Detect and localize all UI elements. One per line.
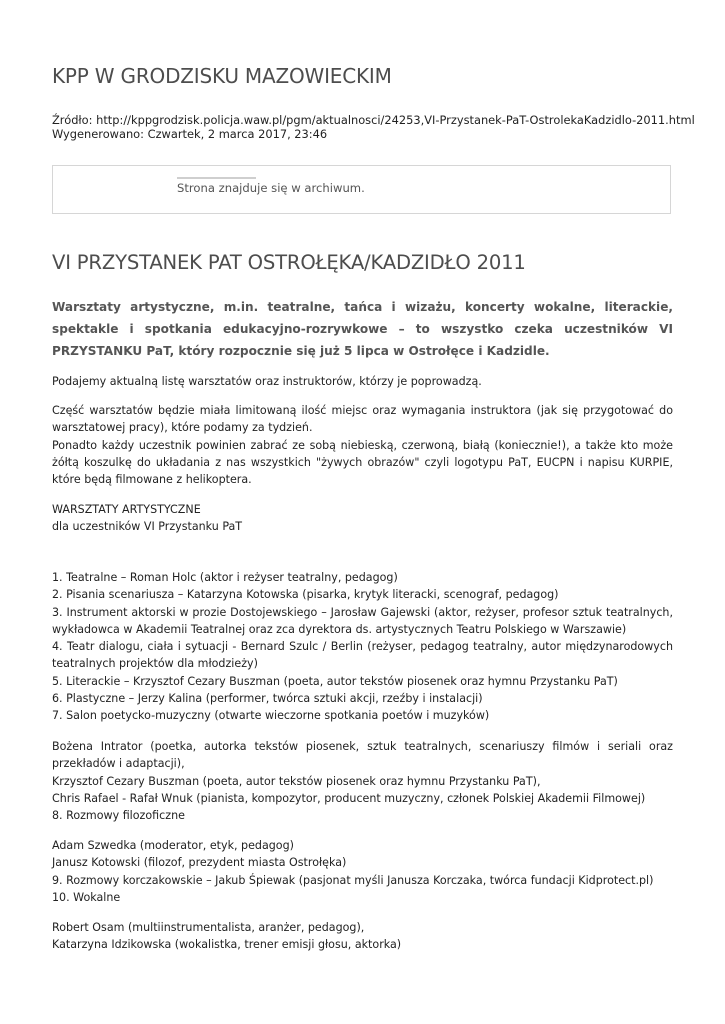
article-lead: Warsztaty artystyczne, m.in. teatralne, tańca i wizażu, koncerty wokalne, literackie, spektakle i spotkania edukacyjno-rozrywkowe – to wszystko czeka uczestników VI PRZYSTANKU PaT, który rozpocznie się już 5 lipca w Ostrołęce i Kadzidle. [52, 300, 673, 358]
list-item: Chris Rafael - Rafał Wnuk (pianista, kompozytor, producent muzyczny, członek Polskiej Akademii Filmowej) [52, 791, 646, 805]
list-item: 8. Rozmowy filozoficzne [52, 809, 185, 823]
notes-paragraph [52, 402, 673, 488]
section-heading-block [52, 501, 673, 536]
generated-line: Wygenerowano: Czwartek, 2 marca 2017, 23:46 [52, 127, 328, 141]
archive-notice-box [52, 165, 671, 214]
source-line: Źródło: http://kppgrodzisk.policja.waw.pl/pgm/aktualnosci/24253,VI-Przystanek-PaT-OstrolekaKadzidlo-2011.html [52, 113, 695, 127]
site-title: KPP W GRODZISKU MAZOWIECKIM [52, 64, 392, 88]
list-item: Bożena Intrator (poetka, autorka tekstów piosenek, sztuk teatralnych, scenariuszy filmów i seriali oraz przekładów i adaptacji), [52, 740, 673, 771]
workshop-item: 4. Teatr dialogu, ciała i sytuacji - Bernard Szulc / Berlin (reżyser, pedagog teatralny, autor międzynarodowych teatralnych projektów dla młodzieży) [52, 640, 673, 671]
philo-people-block [52, 837, 673, 906]
section-subheading: dla uczestników VI Przystanku PaT [52, 520, 243, 534]
article-title: VI PRZYSTANEK PAT OSTROŁĘKA/KADZIDŁO 2011 [52, 251, 526, 274]
section-heading: WARSZTATY ARTYSTYCZNE [52, 503, 201, 516]
workshop-item: 6. Plastyczne – Jerzy Kalina (performer, twórca sztuki akcji, rzeźby i instalacji) [52, 692, 483, 706]
workshop-item: 2. Pisania scenariusza – Katarzyna Kotowska (pisarka, krytyk literacki, scenograf, pedagog) [52, 588, 559, 602]
document-meta [52, 113, 695, 141]
list-item: Adam Szwedka (moderator, etyk, pedagog) [52, 839, 294, 852]
note-line: Ponadto każdy uczestnik powinien zabrać ze sobą niebieską, czerwoną, białą (koniecznie!), a także kto może żółtą koszulkę do układania z nas wszystkich "żywych obrazów" czyli logotypu PaT, EUCPN i napisu KURPIE, które będą filmowane z helikoptera. [52, 438, 673, 487]
list-item: Krzysztof Cezary Buszman (poeta, autor tekstów piosenek oraz hymnu Przystanku PaT), [52, 774, 541, 788]
workshop-item: 5. Literackie – Krzysztof Cezary Buszman (poeta, autor tekstów piosenek oraz hymnu Przystanku PaT) [52, 674, 618, 688]
archive-notice: Strona znajduje się w archiwum. [177, 181, 365, 195]
note-line: Część warsztatów będzie miała limitowaną ilość miejsc oraz wymagania instruktora (jak się przygotować do warsztatowej pracy), które podamy za tydzień. [52, 404, 673, 435]
workshop-item: 1. Teatralne – Roman Holc (aktor i reżyser teatralny, pedagog) [52, 571, 398, 584]
workshop-item: 7. Salon poetycko-muzyczny (otwarte wieczorne spotkania poetów i muzyków) [52, 709, 490, 723]
list-item: Katarzyna Idzikowska (wokalistka, trener emisji głosu, aktorka) [52, 938, 402, 952]
salon-people-block [52, 738, 673, 824]
workshop-list [52, 569, 673, 725]
list-item: Janusz Kotowski (filozof, prezydent miasta Ostrołęka) [52, 856, 347, 870]
vocal-people-block [52, 919, 673, 954]
intro-paragraph: Podajemy aktualną listę warsztatów oraz instruktorów, którzy je poprowadzą. [52, 375, 482, 388]
workshop-item: 3. Instrument aktorski w prozie Dostojewskiego – Jarosław Gajewski (aktor, reżyser, profesor sztuk teatralnych, wykładowca w Akademii Teatralnej oraz zca dyrektora ds. artystycznych Teatru Polskiego w Warszawie) [52, 605, 673, 636]
archive-divider [177, 177, 256, 179]
list-item: 9. Rozmowy korczakowskie – Jakub Śpiewak (pasjonat myśli Janusza Korczaka, twórca fundacji Kidprotect.pl) [52, 873, 654, 887]
list-item: 10. Wokalne [52, 890, 121, 904]
list-item: Robert Osam (multiinstrumentalista, aranżer, pedagog), [52, 921, 365, 934]
